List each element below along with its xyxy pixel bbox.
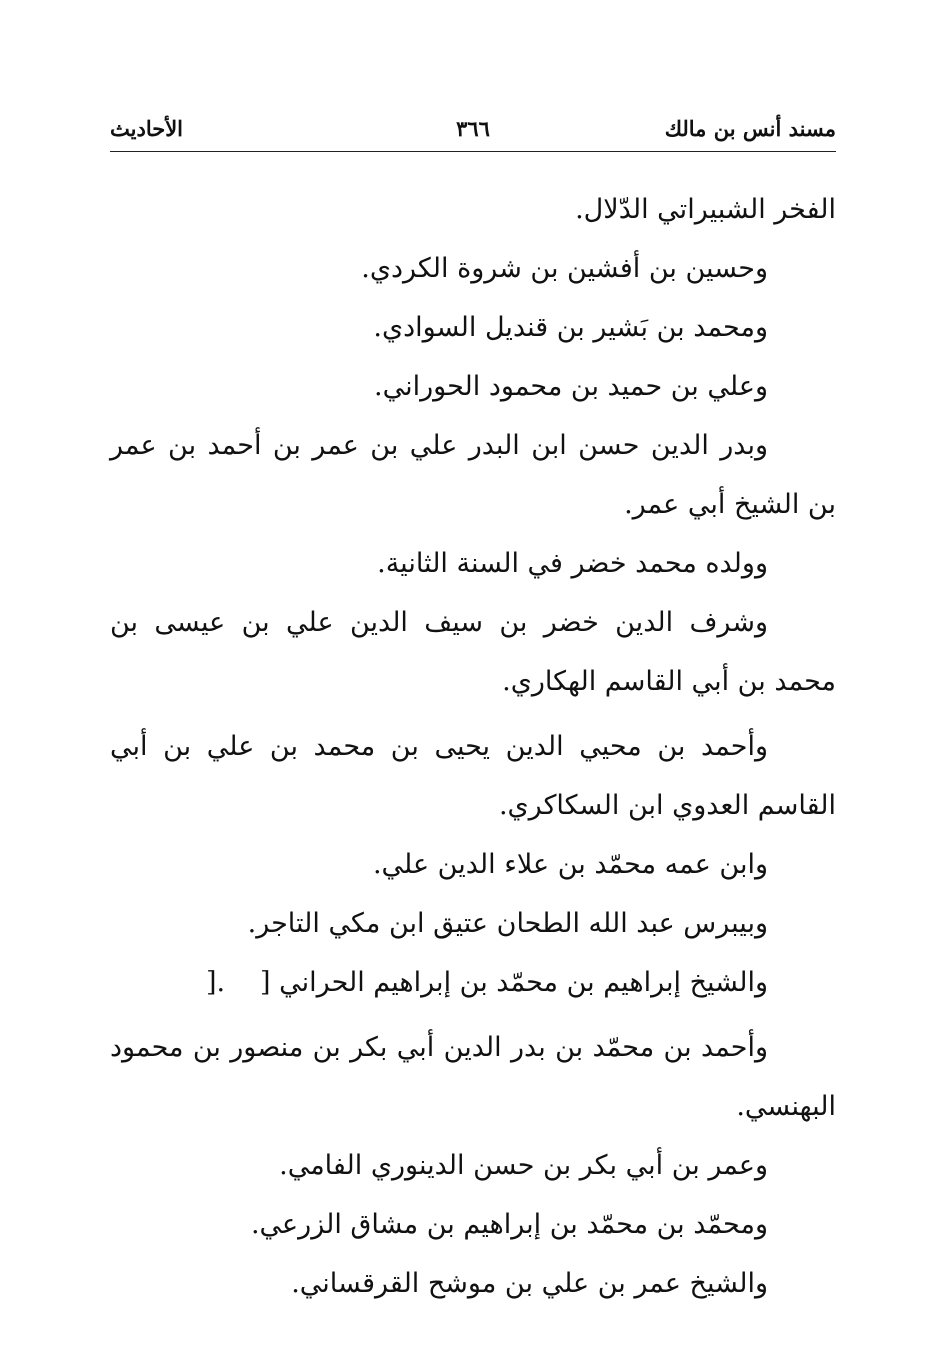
paragraph: وحسين بن أفشين بن شروة الكردي. (361, 253, 768, 284)
book-title: مسند أنس بن مالك (664, 116, 836, 141)
paragraph: الفخر الشبيراتي الدّلال. (575, 194, 836, 225)
paragraph: وبدر الدين حسن ابن البدر علي بن عمر بن أحمد بن عمر بن الشيخ أبي عمر. (110, 430, 836, 520)
paragraph: ومحمّد بن محمّد بن إبراهيم بن مشاق الزرعي. (250, 1209, 768, 1240)
paragraph: وعلي بن حميد بن محمود الحوراني. (374, 371, 768, 402)
header-rule (110, 151, 836, 152)
paragraph: وشرف الدين خضر بن سيف الدين علي بن عيسى بن محمد بن أبي القاسم الهكاري. (110, 607, 836, 697)
paragraph: وعمر بن أبي بكر بن حسن الدينوري الفامي. (279, 1150, 768, 1181)
paragraph: والشيخ عمر بن علي بن موشح القرقساني. (291, 1268, 768, 1299)
paragraph: ومحمد بن بَشير بن قنديل السوادي. (373, 312, 768, 343)
page-number: ٣٦٦ (456, 116, 490, 141)
paragraph: وابن عمه محمّد بن علاء الدين علي. (372, 849, 768, 880)
page-body (110, 180, 836, 1313)
paragraph: وبيبرس عبد الله الطحان عتيق ابن مكي التاجر. (247, 908, 768, 939)
running-header (110, 112, 836, 150)
paragraph: وأحمد بن محمّد بن بدر الدين أبي بكر بن منصور بن محمود البهنسي. (110, 1032, 836, 1122)
paragraph-text: والشيخ إبراهيم بن محمّد بن إبراهيم الحراني [ (260, 967, 768, 998)
section-title: الأحاديث (110, 116, 184, 141)
paragraph: وولده محمد خضر في السنة الثانية. (377, 548, 768, 579)
bracket-close: ]. (206, 967, 226, 998)
paragraph: وأحمد بن محيي الدين يحيى بن محمد بن علي بن أبي القاسم العدوي ابن السكاكري. (110, 731, 836, 821)
paragraph-with-gap (110, 953, 836, 1012)
